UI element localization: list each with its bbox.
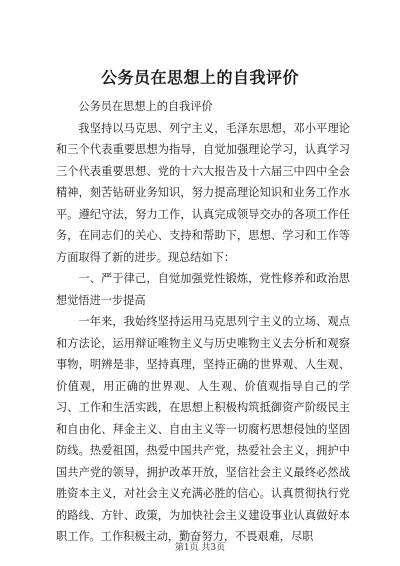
paragraph-body: 一年来，我始终坚持运用马克思列宁主义的立场、观点和方法论，运用辩证唯物主义与历史唯物主义去分析和观察事物，明辨是非，坚持真理，坚持正确的世界观、人生观、价值观，用正确的世界观、人生观、价值观指导自己的学习、工作和生活实践，在思想上积极构筑抵御资产阶级民主和自由化、拜金主义、自由主义等一切腐朽思想侵蚀的坚固防线。热爱祖国，热爱中国共产党，热爱社会主义，拥护中国共产党的领导，拥护改革开放，坚信社会主义最终必然战胜资本主义，对社会主义充满必胜的信心。认真贯彻执行党的路线、方针、政策，为加快社会主义建设事业认真做好本职工作。工作积极主动，勤奋努力，不畏艰难，尽职 xyxy=(56,315,350,543)
document-body xyxy=(56,96,350,548)
document-title: 公务员在思想上的自我评价 xyxy=(100,68,299,87)
paragraph-intro: 我坚持以马克思、列宁主义，毛泽东思想，邓小平理论和三个代表重要思想为指导，自觉加强理论学习，认真学习三个代表重要思想、党的十六大报告及十六届三中四中全会精神，刻苦钻研业务知识，努力提高理论知识和业务工作水平。遵纪守法，努力工作，认真完成领导交办的各项工作任务，在同志们的关心、支持和帮助下，思想、学习和工作等方面取得了新的进步。现总结如下： xyxy=(56,121,350,264)
page-number: 第1页 共3页 xyxy=(174,543,226,553)
paragraph-subtitle: 公务员在思想上的自我评价 xyxy=(78,100,213,113)
section-heading: 一、严于律己，自觉加强党性锻炼，党性修养和政治思想觉悟进一步提高 xyxy=(56,272,350,307)
